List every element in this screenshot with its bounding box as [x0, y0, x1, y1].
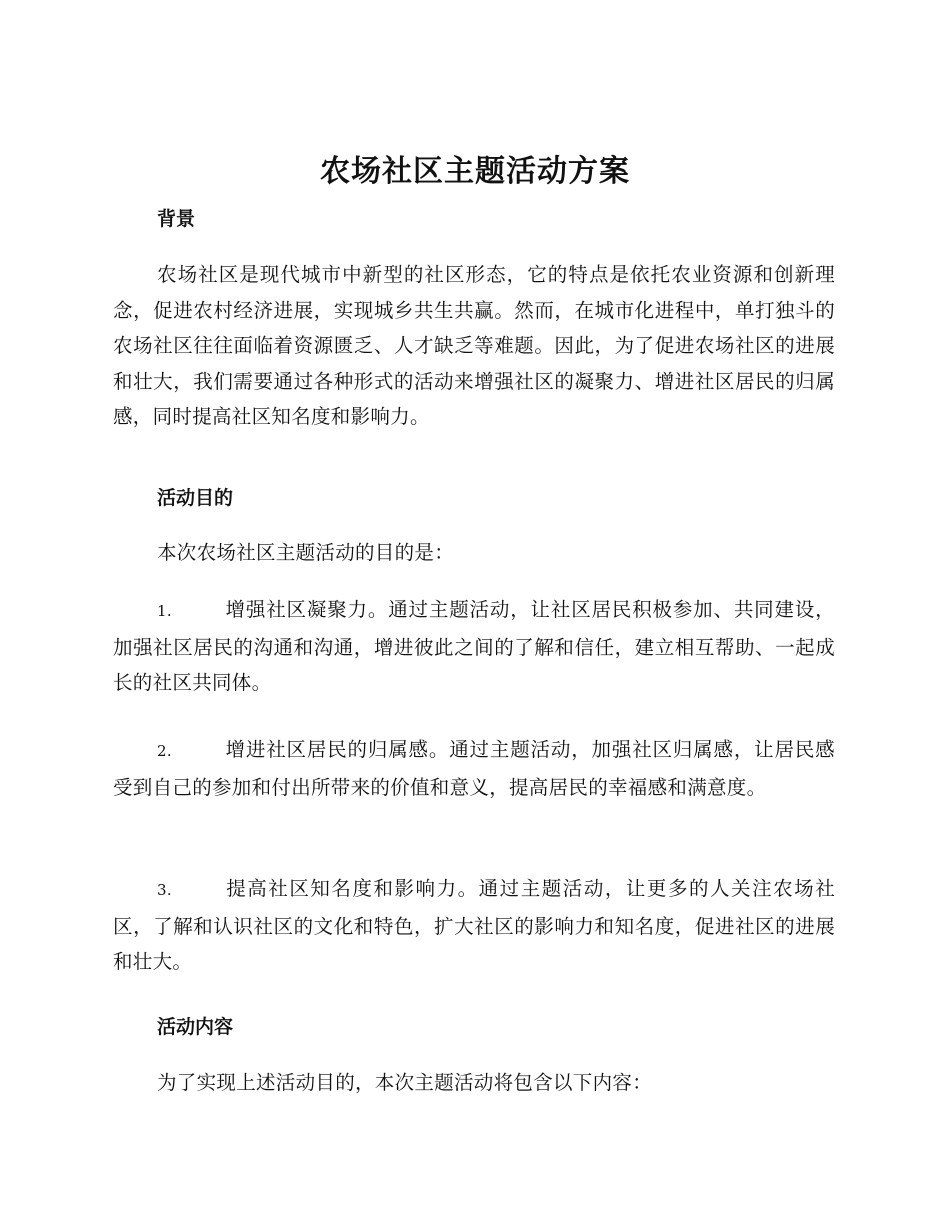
- list-number: 3.: [157, 881, 172, 899]
- list-number: 1.: [157, 602, 172, 620]
- list-item-text: 增强社区凝聚力。通过主题活动，让社区居民积极参加、共同建设，加强社区居民的沟通和沟通，增进彼此之间的了解和信任，建立相互帮助、一起成长的社区共同体。: [113, 598, 835, 694]
- background-paragraph: 农场社区是现代城市中新型的社区形态，它的特点是依托农业资源和创新理念，促进农村经济进展，实现城乡共生共赢。然而，在城市化进程中，单打独斗的农场社区往往面临着资源匮乏、人才缺乏等难题。因此，为了促进农场社区的进展和壮大，我们需要通过各种形式的活动来增强社区的凝聚力、增进社区居民的归属感，同时提高社区知名度和影响力。: [113, 263, 835, 428]
- content-intro: 为了实现上述活动目的，本次主题活动将包含以下内容：: [157, 1071, 653, 1094]
- section-heading-background: 背景: [157, 208, 196, 230]
- document-title: 农场社区主题活动方案: [320, 154, 630, 189]
- list-item-text: 增进社区居民的归属感。通过主题活动，加强社区归属感，让居民感受到自己的参加和付出所带来的价值和意义，提高居民的幸福感和满意度。: [113, 738, 835, 799]
- section-heading-content: 活动内容: [157, 1016, 234, 1038]
- list-item: [113, 732, 835, 805]
- section-heading-purpose: 活动目的: [157, 487, 234, 509]
- list-number: 2.: [157, 742, 172, 760]
- list-item-text: 提高社区知名度和影响力。通过主题活动，让更多的人关注农场社区，了解和认识社区的文化和特色，扩大社区的影响力和知名度，促进社区的进展和壮大。: [113, 877, 835, 973]
- list-item: [113, 592, 835, 701]
- list-item: [113, 871, 835, 980]
- purpose-intro: 本次农场社区主题活动的目的是：: [157, 541, 455, 564]
